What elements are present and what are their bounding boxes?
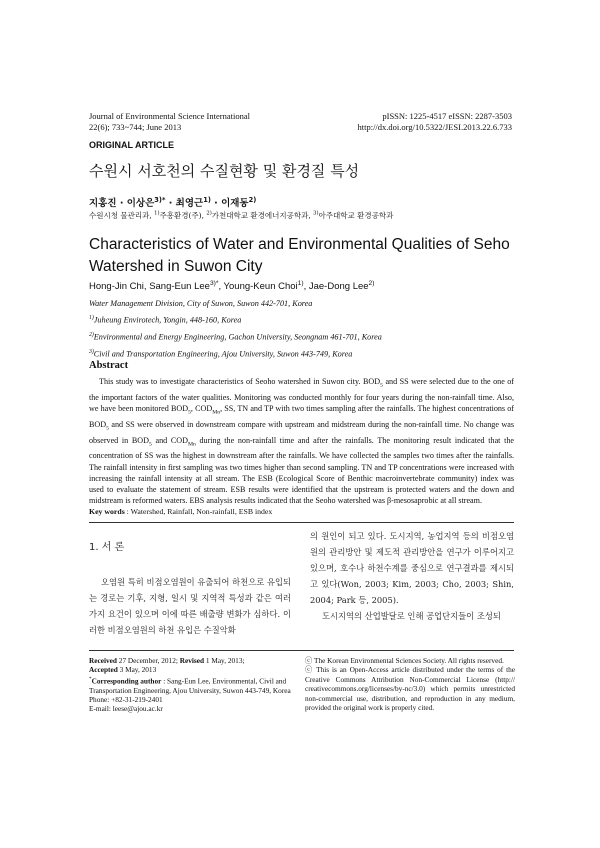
license-notice: ⓒ This is an Open-Access article distributed under the terms of the Creative Commons Attribution Non-Commercial License (http:// creativecommons.org/licenses/by-nc/3.0) which permits unrestricted non-commercial use, distribution, and reproduction in any medium, provided the original work is properly cited. (305, 665, 515, 713)
revised-date: 1 May, 2013; (204, 656, 245, 665)
received-label: Received (89, 656, 117, 665)
abstract-sub3: Mn (212, 409, 221, 416)
ko-author-3: · 이재동 (210, 198, 249, 209)
abstract-sub5: 5 (148, 441, 152, 448)
divider-footnotes (89, 650, 514, 651)
affil-1-text: Juheung Envirotech, Yongin, 448-160, Korea (93, 315, 242, 325)
revised-label: Revised (179, 656, 205, 665)
english-authors (89, 280, 374, 292)
received-line (89, 656, 294, 665)
keywords (89, 507, 272, 516)
ko-author-2-sup: 1) (203, 195, 211, 204)
ko-author-3-sup: 2) (248, 195, 257, 204)
affil-1 (89, 311, 382, 328)
accepted-date: 3 May, 2013 (117, 665, 157, 675)
body-column-right (310, 528, 514, 624)
copyright-notice: ⓒ The Korean Environmental Sciences Society. All rights reserved. (305, 656, 504, 665)
body-paragraph-right-2: 도시지역의 산업발달로 인해 공업단지들이 조성되 (322, 611, 501, 621)
ko-affil-0: 수원시청 물관리과, (89, 211, 155, 220)
journal-volume: 22(6); 733~744; June 2013 (89, 122, 182, 132)
en-author-3-sup: 2) (368, 280, 375, 287)
corr-sup: * (89, 675, 92, 682)
korean-title: 수원시 서호천의 수질현황 및 환경질 특성 (89, 162, 360, 180)
affil-2 (89, 328, 382, 345)
abstract-t2: and SS were selected due to the one of the important factors of the water qualities. Monitoring was conducted monthly for four years during the non-rainfall time. Also, we have been monitored BOD (89, 377, 514, 414)
keywords-text: : Watershed, Rainfall, Non-rainfall, ESB index (124, 507, 273, 516)
divider-top (89, 522, 514, 523)
footnote-right (305, 656, 515, 712)
abstract-t6: and COD (151, 435, 188, 445)
affil-3 (89, 345, 382, 362)
affil-3-sup: 3) (89, 349, 94, 356)
abstract-t5: and SS were observed in downstream compare with upstream and midstream during the non-rainfall time. No change was observed in BOD (89, 419, 514, 445)
body-paragraph-right-1: 의 원인이 되고 있다. 도시지역, 농업지역 등의 비점오염원의 관리방안 및 제도적 관리방안을 연구가 이루어지고 있으며, 호수나 하천수계를 중심으로 연구결과를 제시되고 있다(Won, 2003; Kim, 2003; Cho, 2003; Shin, 2004; Park 등, 2005). (310, 531, 514, 605)
abstract-t4: , SS, TN and TP with two times sampling after the rainfalls. The highest concentrations of BOD (89, 404, 514, 429)
ko-affil-2-sup: 2) (206, 210, 212, 217)
abstract-sub1: 5 (380, 382, 383, 389)
ko-author-1: 지홍진 · 이상은 (89, 198, 155, 209)
english-affiliations (89, 297, 382, 362)
english-title: Characteristics of Water and Environmental Qualities of Seho Watershed in Suwon City (89, 236, 510, 275)
ko-affil-1-sup: 1) (154, 210, 160, 217)
abstract-body (89, 376, 514, 506)
accepted-label: Accepted (89, 665, 118, 675)
corr-text: : Sang-Eun Lee, Environmental, Civil and Transportation Engineering, Ajou University, Suwon 443-749, Korea (89, 676, 291, 695)
body-paragraph-left: 오염원 특히 비점오염원이 유출되어 하천으로 유입되는 경로는 기후, 지형, 일시 및 지역적 특성과 같은 여러 가지 요건이 있으며 이에 따른 배출량 변화가 심하다. 이러한 비점오염원의 하천 유입은 수질악화 (89, 577, 291, 635)
keywords-label: Key words (89, 507, 125, 516)
abstract-t7: during the non-rainfall time and after the rainfalls. The monitoring result indicated that the concentration of SS was the highest in downstream after the rainfalls. We have collected the samples two times after the rainfalls. The rainfall intensity in first sampling was two times higher than second sampling. TN and TP concentrations were increased with increasing the rainfall intensity at all stream. The ESB (Ecological Score of Benthic macroinvertebrate community) index was used to evaluate the statement of stream. ESB results were identified that the upstream is protected waters and the down and midstream is reformed waters. EBS analysis results indicated that the Seoho watershed was β-mesosaprobic at all stream. (89, 435, 514, 506)
doi-link[interactable]: http://dx.doi.org/10.5322/JESI.2013.22.6.733 (357, 122, 512, 132)
body-column-left (89, 540, 291, 638)
affil-3-text: Civil and Transportation Engineering, Ajou University, Suwon 443-749, Korea (93, 349, 353, 359)
en-author-2: , Young-Keun Choi (218, 281, 298, 293)
section-heading: 1. 서 론 (89, 542, 125, 553)
ko-affil-1: 주흥환경(주), (159, 211, 207, 220)
journal-header-left (89, 111, 250, 133)
affil-1-sup: 1) (89, 315, 94, 322)
en-author-3: , Jae-Dong Lee (303, 281, 369, 293)
phone: Phone: +82-31-219-2401 (89, 695, 163, 705)
ko-affil-3-sup: 3) (313, 210, 319, 217)
journal-header-right (357, 111, 512, 133)
abstract-t3: , COD (190, 404, 213, 414)
email[interactable]: E-mail: leese@ajou.ac.kr (89, 704, 163, 714)
ko-affil-2: 가천대학교 환경에너지공학과, (211, 211, 314, 220)
en-author-1: Hong-Jin Chi, Sang-Eun Lee (89, 281, 210, 293)
korean-authors (89, 195, 256, 209)
abstract-sub4: 5 (106, 425, 109, 432)
ko-affil-3: 아주대학교 환경공학과 (318, 211, 394, 220)
affil-2-text: Environmental and Energy Engineering, Gachon University, Seongnam 461-701, Korea (93, 332, 382, 342)
abstract-heading: Abstract (89, 360, 129, 371)
abstract-sub2: 5 (188, 409, 191, 416)
issn: pISSN: 1225-4517 eISSN: 2287-3503 (382, 111, 512, 121)
footnote-left (89, 656, 294, 714)
abstract-t1: This study was to investigate characteristics of Seoho watershed in Suwon city. BOD (99, 377, 381, 386)
affil-2-sup: 2) (89, 332, 94, 339)
ko-author-1-sup: 3)* (154, 195, 166, 204)
affil-main: Water Management Division, City of Suwon, Suwon 442-701, Korea (89, 299, 313, 308)
accepted-line (89, 665, 294, 674)
article-type: ORIGINAL ARTICLE (89, 140, 174, 150)
journal-name: Journal of Environmental Science International (89, 111, 250, 121)
korean-affiliations (89, 210, 393, 221)
ko-author-2: · 최영근 (165, 198, 204, 209)
en-author-2-sup: 1) (297, 280, 304, 287)
en-author-1-sup: 3)* (209, 280, 219, 287)
received-date: 27 December, 2012; (116, 656, 180, 665)
corr-label: Corresponding author (91, 676, 162, 686)
corresponding-author (89, 675, 294, 695)
abstract-sub6: Mn (187, 441, 196, 448)
